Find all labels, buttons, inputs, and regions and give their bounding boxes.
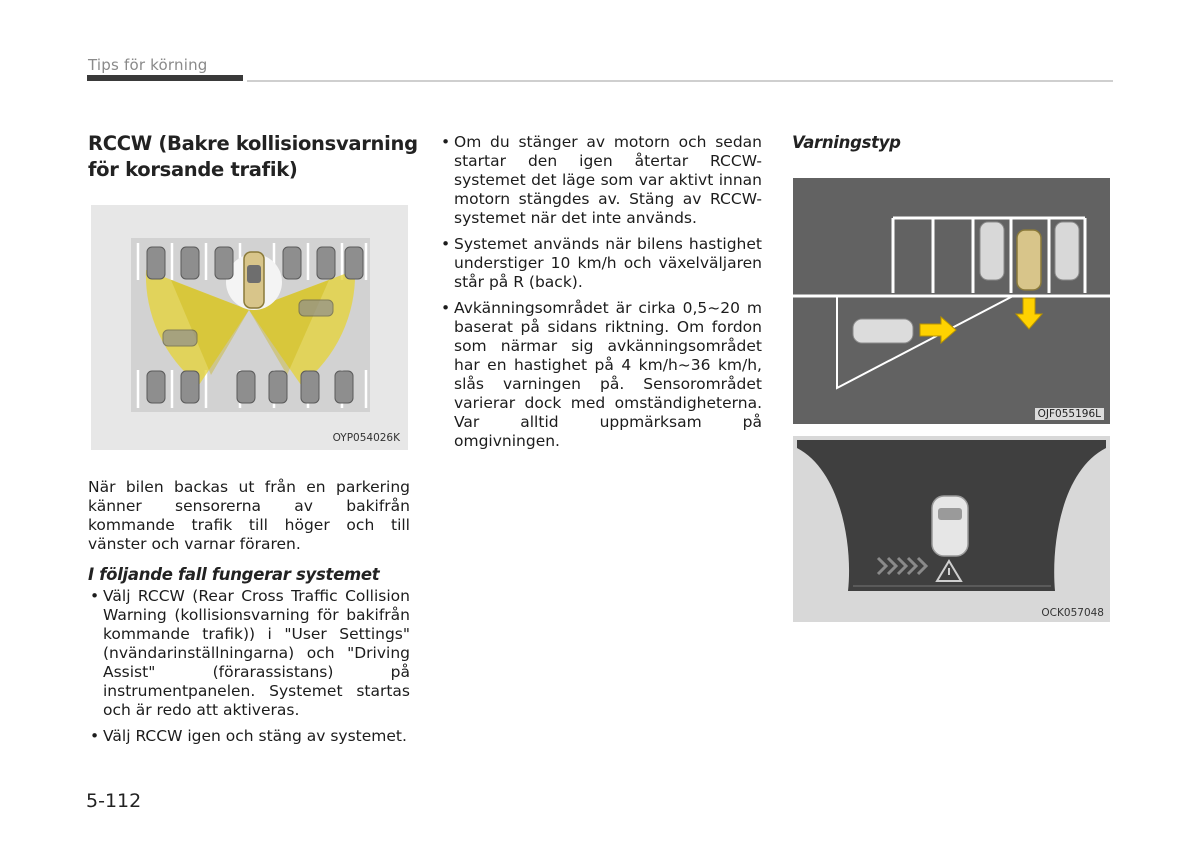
middle-bullet-list — [439, 133, 762, 458]
list-item: • Välj RCCW igen och stäng av systemet. — [88, 727, 410, 746]
warning-type-heading: Varningstyp — [792, 133, 901, 152]
subsection-bullet-list — [88, 587, 410, 753]
parking-lot-illustration — [91, 205, 408, 450]
list-item: • Systemet används när bilens hastighet understiger 10 km/h och växelväljaren står på R (back). — [439, 235, 762, 292]
list-item: • Välj RCCW (Rear Cross Traffic Collision Warning (kollisionsvarning för bakifrån kommande trafik)) i "User Settings" (nvändarinställningarna) och "Driving Assist" (förarassistans) på instrumentpanelen. Systemet startas och är redo att aktiveras. — [88, 587, 410, 720]
section-title-line1: RCCW (Bakre kollisionsvarning — [88, 132, 418, 155]
figure-code-2: OJF055196L — [1035, 408, 1104, 420]
crossing-traffic-illustration — [793, 178, 1110, 424]
figure-code-1: OYP054026K — [332, 432, 400, 444]
section-title-line2: för korsande trafik) — [88, 158, 298, 181]
section-title — [88, 131, 418, 183]
header-rule-accent — [87, 75, 243, 81]
header-rule — [247, 80, 1113, 82]
figure-cluster-display — [793, 436, 1110, 622]
cluster-display-illustration — [793, 436, 1110, 622]
subsection-heading: I följande fall fungerar systemet — [88, 565, 380, 584]
figure-rccw-sensor-zones — [91, 205, 408, 450]
figure-code-3: OCK057048 — [1041, 607, 1104, 619]
page-number: 5-112 — [86, 790, 142, 812]
intro-paragraph: När bilen backas ut från en parkering känner sensorerna av bakifrån kommande trafik till höger och till vänster och varnar föraren. — [88, 478, 410, 553]
list-item: • Avkänningsområdet är cirka 0,5~20 m baserat på sidans riktning. Om fordon som närmar sig avkänningsområdet har en hastighet på 4 km/h~36 km/h, slås varningen på. Sensorområdet varierar dock med omständigheterna. Var alltid uppmärksam på omgivningen. — [439, 299, 762, 451]
list-item: • Om du stänger av motorn och sedan startar den igen återtar RCCW-systemet det läge som var aktivt innan motorn stängdes av. Stäng av RCCW-systemet när det inte används. — [439, 133, 762, 228]
figure-crossing-traffic — [793, 178, 1110, 424]
running-header: Tips för körning — [88, 56, 208, 74]
